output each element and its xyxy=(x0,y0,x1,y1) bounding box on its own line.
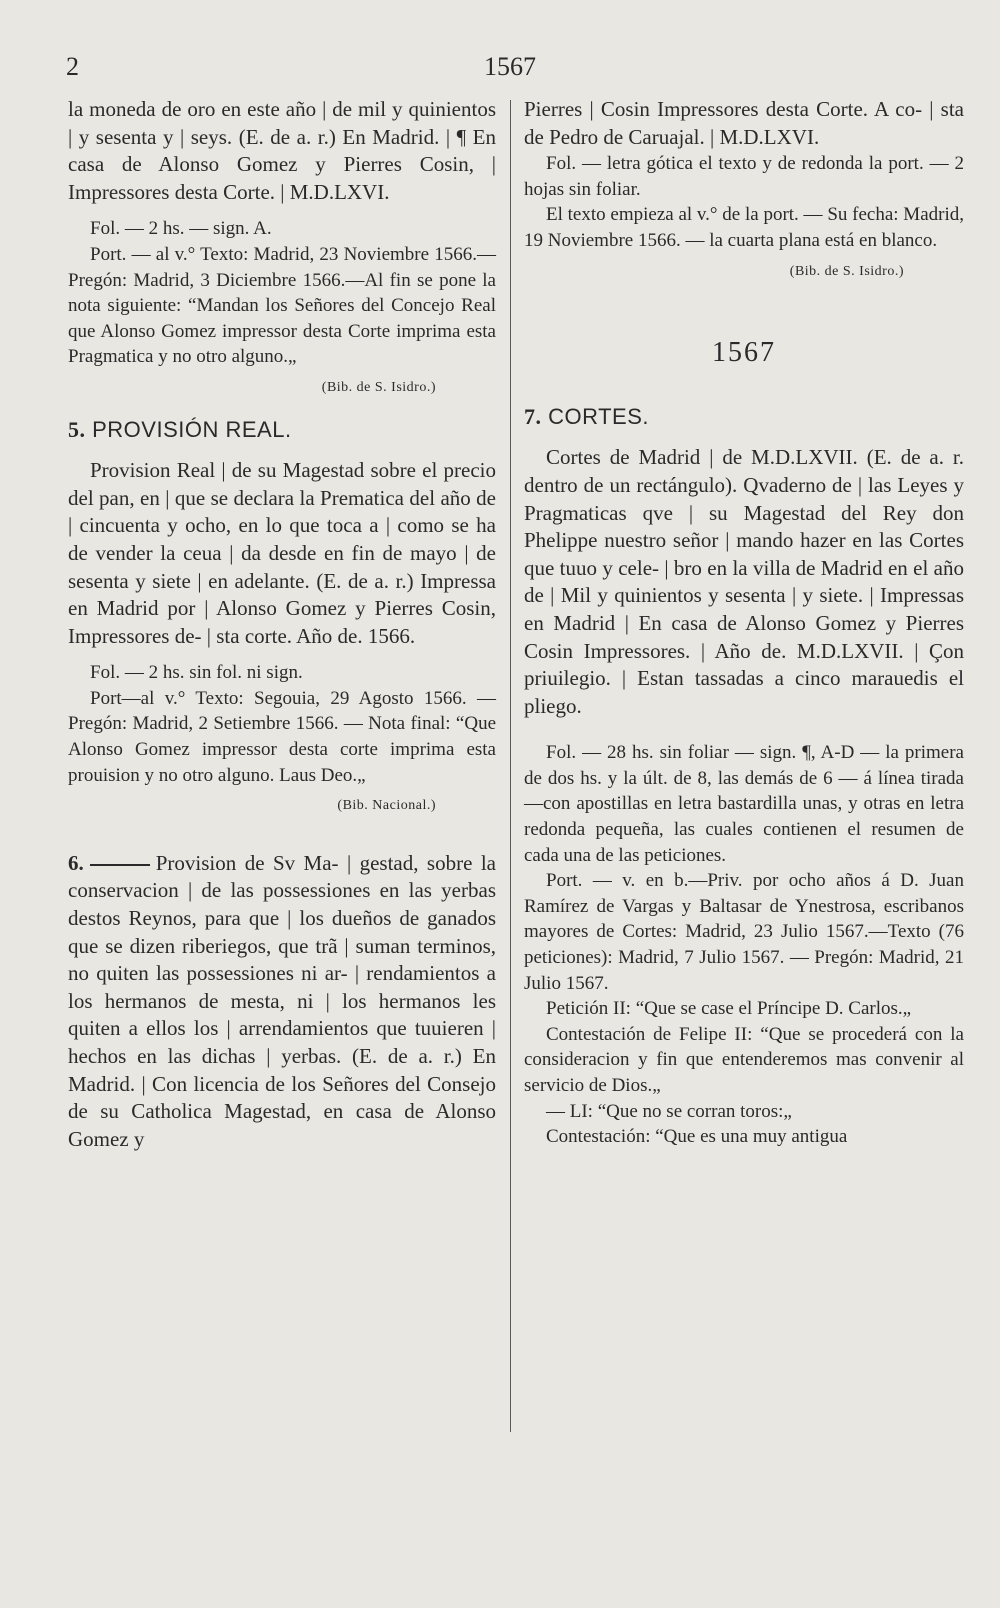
column-divider xyxy=(510,100,511,1432)
entry6-fol: Fol. — letra gótica el texto y de redonda la port. — 2 hojas sin foliar. xyxy=(524,153,964,200)
entry4-source: (Bib. de S. Isidro.) xyxy=(321,379,436,395)
entry5-title: PROVISIÓN REAL. xyxy=(92,416,292,442)
entry7-fol: Fol. — 28 hs. sin foliar — sign. ¶, A-D — la primera de dos hs. y la últ. de 8, las demás de 6 — á línea tirada—con apostillas en letra bastardilla unas, y otras en letra redonda pequeña, las cuales contienen el resumen de cada una de las peticiones. xyxy=(524,742,964,866)
entry7-contestacion2: Contestación: “Que es una muy antigua xyxy=(546,1126,848,1148)
entry5-source: (Bib. Nacional.) xyxy=(337,798,436,814)
right-column xyxy=(524,96,964,1150)
entry6-source: (Bib. de S. Isidro.) xyxy=(789,263,904,279)
entry6-body: Provision de Sv Ma- | gestad, sobre la conservacion | de las possessiones en las yerbas destos Reynos, para que | los dueños de ganados que se dizen riberiegos, que trã | suman terminos, no quiten las possessiones ni ar- | rendamientos a los hermanos de mesta, ni | los hermanos les quiten a ellos los | arrendamientos que tuuieren | hechos en las dichas | yerbas. (E. de a. r.) En Madrid. | Con licencia de los Señores del Consejo de su Catholica Magestad, en casa de Alonso Gomez y xyxy=(68,850,496,1151)
entry4-fol: Fol. — 2 hs. — sign. A. xyxy=(90,218,272,240)
entry7-port: Port. — v. en b.—Priv. por ocho años á D. Juan Ramírez de Vargas y Baltasar de Ynestrosa, escribanos mayores de Cortes: Madrid, 23 Julio 1567.—Texto (76 peticiones): Madrid, 7 Julio 1567. — Pregón: Madrid, 21 Julio 1567. xyxy=(524,870,964,994)
entry5-heading xyxy=(68,416,496,444)
entry5-fol: Fol. — 2 hs. sin fol. ni sign. xyxy=(90,662,303,684)
entry7-title: CORTES. xyxy=(548,403,650,429)
entry6-number: 6. xyxy=(68,850,84,875)
page-header xyxy=(0,52,1000,92)
entry5-text: Provision Real | de su Magestad sobre el precio del pan, en | que se declara la Prematica del año de | cincuenta y ocho, en lo que toca a | como se ha de vender la ceua | da desde en fin de mayo | de sesenta y siete | en adelante. (E. de a. r.) Impressa en Madrid por | Alonso Gomez y Pierres Cosin, Impressores de- | sta corte. Año de. 1566. xyxy=(68,458,496,648)
entry6-cont-text: Pierres | Cosin Impressores desta Corte. A co- | sta de Pedro de Caruajal. | M.D.LXVI. xyxy=(524,97,964,149)
entry7-peticion: Petición II: “Que se case el Príncipe D. Carlos.„ xyxy=(546,998,912,1020)
entry6-port: El texto empieza al v.° de la port. — Su fecha: Madrid, 19 Noviembre 1566. — la cuarta plana está en blanco. xyxy=(524,204,964,251)
entry7-li: — LI: “Que no se corran toros:„ xyxy=(546,1100,792,1122)
running-year: 1567 xyxy=(484,52,536,81)
page-number: 2 xyxy=(66,52,79,81)
entry5-number: 5. xyxy=(68,416,86,442)
left-column xyxy=(68,96,496,1153)
entry7-text: Cortes de Madrid | de M.D.LXVII. (E. de a. r. dentro de un rectángulo). Qvaderno de | las Leyes y Pragmaticas qve | su Magestad del Rey don Phelippe nuestro señor | mando hazer en las Cortes que tuuo y cele- | bro en la villa de Madrid en el año de | Mil y quinientos y sesenta | y siete. | Impressas en Madrid | En casa de Alonso Gomez y Pierres Cosin Impressores. | Año de. M.D.LXVII. | Çon priuilegio. | Estan tassadas a cinco marauedis el pliego. xyxy=(524,445,964,718)
entry6-dash xyxy=(90,864,150,866)
entry5-port: Port—al v.° Texto: Segouia, 29 Agosto 1566. — Pregón: Madrid, 2 Setiembre 1566. — Nota final: “Que Alonso Gomez impressor desta corte imprima esta prouision y no otro alguno. Laus Deo.„ xyxy=(68,687,496,786)
entry4-port: Port. — al v.° Texto: Madrid, 23 Noviembre 1566.—Pregón: Madrid, 3 Diciembre 1566.—Al fin se pone la nota siguiente: “Mandan los Señores del Concejo Real que Alonso Gomez impressor desta Corte imprima esta Pragmatica y no otro alguno.„ xyxy=(68,243,496,368)
entry4-text: la moneda de oro en este año | de mil y quinientos | y sesenta y | seys. (E. de a. r.) En Madrid. | ¶ En casa de Alonso Gomez y Pierres Cosin, | Impressores desta Corte. | M.D.LXVI. xyxy=(68,97,496,204)
entry6-text xyxy=(68,850,496,1154)
entry7-contestacion: Contestación de Felipe II: “Que se procederá con la consideracion y fin que entenderemos mas convenir al servicio de Dios.„ xyxy=(524,1023,964,1096)
entry7-heading xyxy=(524,403,964,431)
year-heading: 1567 xyxy=(712,337,776,369)
entry7-number: 7. xyxy=(524,403,542,429)
